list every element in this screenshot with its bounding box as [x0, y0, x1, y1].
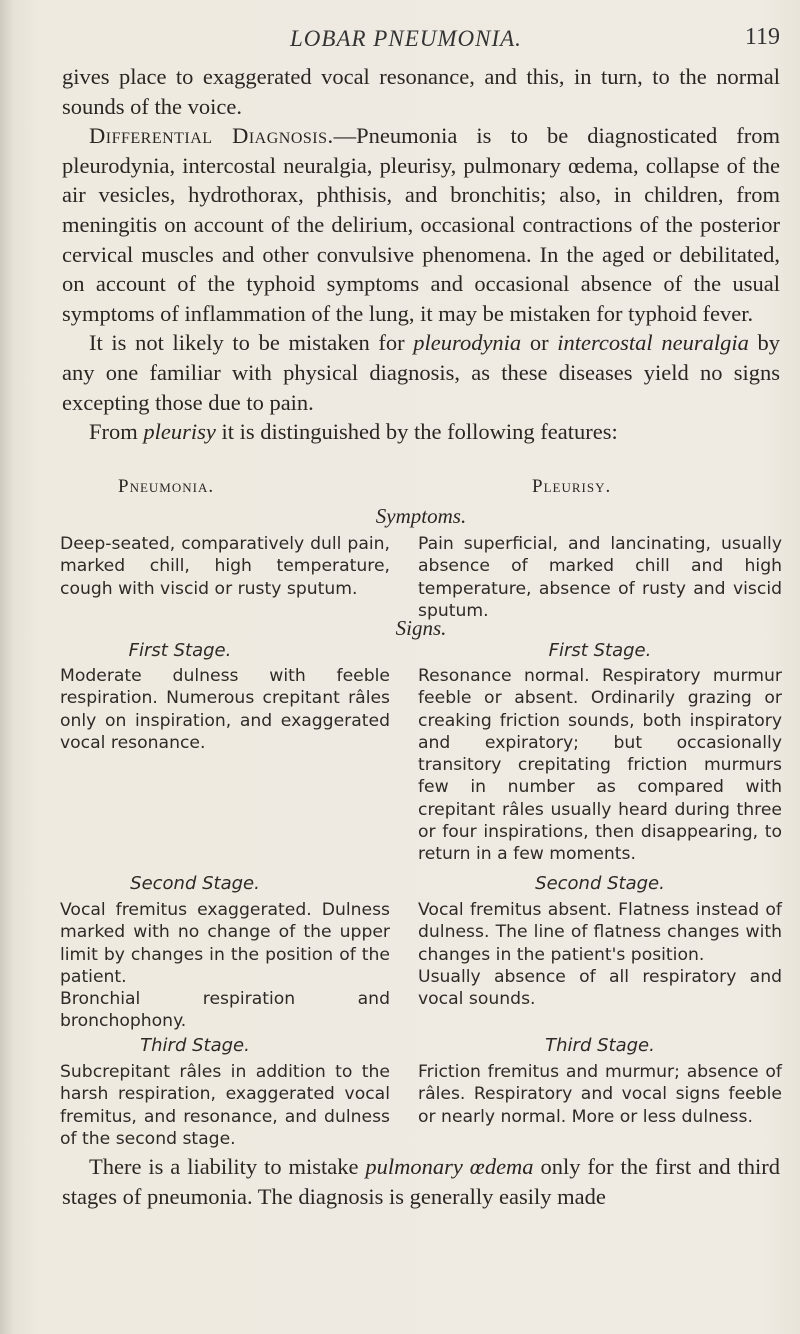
- emphasis-term: pleurodynia: [413, 330, 522, 356]
- signs-label: Signs.: [395, 616, 447, 640]
- third-stage-label-right: Third Stage.: [545, 1035, 655, 1056]
- cell-text: Moderate dulness with feeble respiration. Numerous crepitant râles only on inspiration, and exaggerated vocal resonance.: [60, 666, 390, 753]
- second-stage-pneumonia: [60, 899, 390, 1033]
- page-header: [60, 14, 780, 54]
- symptoms-pleurisy: [418, 533, 782, 622]
- text-run: There is a liability to mistake: [89, 1154, 366, 1179]
- cell-text: Vocal fremitus exaggerated. Dulness marked with no change of the upper limit by changes in the position of the patient.: [60, 900, 390, 987]
- third-stage-pneumonia: [60, 1061, 390, 1150]
- cell-text: Friction fremitus and murmur; absence of râles. Respiratory and vocal signs feeble or nearly normal. More or less dulness.: [418, 1062, 782, 1127]
- comparison-column-headers: [60, 476, 782, 506]
- emphasis-term: pleurisy: [143, 419, 216, 445]
- running-title: LOBAR PNEUMONIA.: [290, 26, 522, 51]
- first-stage-label-left: First Stage.: [128, 640, 232, 661]
- text-run: or: [521, 330, 558, 356]
- column-header-pleurisy: Pleurisy.: [532, 476, 612, 497]
- section-heading: Differential Diagnosis.: [89, 123, 334, 149]
- third-stage-label-left: Third Stage.: [140, 1035, 250, 1056]
- cell-text: Usually absence of all respiratory and vocal sounds.: [418, 966, 782, 1010]
- cell-text: Deep-seated, comparatively dull pain, marked chill, high temperature, cough with viscid or rusty sputum.: [60, 534, 390, 599]
- first-stage-pleurisy: [418, 665, 782, 866]
- text-run: It is not likely to be mistaken for: [89, 330, 414, 356]
- paragraph-pleurodynia: [62, 328, 780, 417]
- paragraph-text: —Pneumonia is to be diagnosticated from pleurodynia, intercostal neuralgia, pleurisy, pulmonary œdema, collapse of the air vesicles, hydrothorax, phthisis, and bronchitis; also, in children, from meningitis on account of the delirium, occasional contractions of the posterior cervical muscles and other convulsive phenomena. In the aged or debilitated, on account of the typhoid symptoms and occasional absence of the usual symptoms of inflammation of the lung, it may be mistaken for typhoid fever.: [62, 123, 780, 326]
- cell-text: Pain superficial, and lancinating, usually absence of marked chill and high temperature, absence of rusty and viscid sputum.: [418, 534, 782, 621]
- cell-text: Bronchial respiration and bronchophony.: [60, 989, 390, 1032]
- body-text: [62, 62, 780, 447]
- closing-paragraph: [62, 1152, 780, 1211]
- paragraph-differential-diagnosis: [62, 121, 780, 328]
- symptoms-label: Symptoms.: [375, 504, 467, 528]
- paragraph-continuation: gives place to exaggerated vocal resonance, and this, in turn, to the normal sounds of the voice.: [62, 64, 780, 119]
- text-run: only for the first and third stages of pneumonia. The diagnosis is generally easily made: [62, 1154, 780, 1209]
- cell-text: Subcrepitant râles in addition to the harsh respiration, exaggerated vocal fremitus, and resonance, and dulness of the second stage.: [60, 1062, 390, 1149]
- page-number: 119: [744, 24, 780, 50]
- first-stage-pneumonia: [60, 665, 390, 754]
- second-stage-label-left: Second Stage.: [130, 873, 260, 894]
- second-stage-label-right: Second Stage.: [535, 873, 665, 894]
- text-run: it is distinguished by the following features:: [215, 419, 618, 445]
- emphasis-term: intercostal neuralgia: [557, 330, 749, 356]
- symptoms-pneumonia: [60, 533, 390, 600]
- text-run: by any one familiar with physical diagnosis, as these diseases yield no signs excepting those due to pain.: [62, 330, 781, 415]
- paragraph-pulmonary-oedema: [62, 1152, 780, 1211]
- first-stage-label-right: First Stage.: [548, 640, 652, 661]
- third-stage-pleurisy: [418, 1061, 782, 1128]
- second-stage-pleurisy: [418, 899, 782, 1010]
- paragraph-pleurisy-intro: [62, 417, 780, 447]
- text-run: From: [89, 419, 144, 445]
- cell-text: Resonance normal. Respiratory murmur feeble or absent. Ordinarily grazing or creaking friction sounds, both inspiratory and expiratory; but occasionally transitory crepitating friction murmurs few in number as compared with crepitant râles usually heard during three or four inspirations, then disappearing, to return in a few moments.: [418, 666, 782, 865]
- cell-text: Vocal fremitus absent. Flatness instead of dulness. The line of flatness changes with changes in the patient's position.: [418, 900, 782, 965]
- column-header-pneumonia: Pneumonia.: [118, 476, 215, 497]
- emphasis-term: pulmonary œdema: [365, 1154, 534, 1179]
